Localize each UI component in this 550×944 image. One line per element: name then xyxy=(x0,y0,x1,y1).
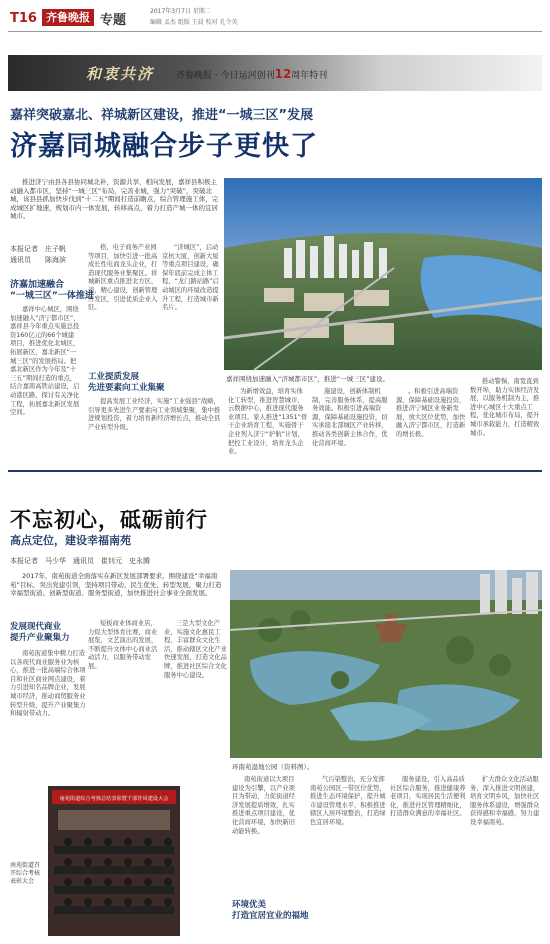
section-name: 专题 xyxy=(100,13,127,28)
meeting-banner-text: 南苑街道综合考核总结表彰暨千部作风建设大会 xyxy=(59,796,169,802)
article2-subtitle: 高点定位，建设幸福南苑 xyxy=(10,534,131,547)
header-rule xyxy=(8,31,542,32)
section-divider xyxy=(8,470,542,472)
photo2-caption: 环南苑湿地公园（资料图）。 xyxy=(232,763,314,771)
article1-lead: 推进济宁由县各县协同城北补，资源共享，相向发展，嘉祥县积极主动融入都市区，坚持“一城三区”布局，完善业城，强力“突破”，突破北城，该县县抓加快步伐到“十二五”期间打造前瞻点，综合管理施工体，完成城区扩地速，规划市内一体发展，转移高点，着力打造产城一体的宜居城市。 xyxy=(10,178,219,220)
anniversary-number: 12 xyxy=(274,67,292,81)
article1-subhead-1: 济嘉加速融合 “一城三区”一体推进 xyxy=(10,280,94,301)
page-header xyxy=(0,0,550,38)
article2-col-l: 气污染整治，充分发挥南苑公园区一带区位优势，推进生态环境保护，提升城市建设管理水平，积极推进辖区人居环境整治，打造绿色宜居环境。 xyxy=(310,776,386,826)
article1-col-f: 。积极引进高端资源，保障基础设施投资，推进济宁城区业务新发展，放大区位优势，加快融入济宁都市区，打造新的增长极。 xyxy=(396,388,466,438)
photo1-caption: 嘉祥围绕加速融入“济城都市区”，推进“一城三区”建设。 xyxy=(226,375,389,383)
article2-subhead-1: 发展现代商业 提升产业聚集力 xyxy=(10,622,70,643)
article1-col-e: 施建设，创新体制机制，完善服务体系，提高服务效能。积极引进高端资源，保障基础设施投资，切实承接北部城区产业转移，推动各类创新主体合作，优化营商环境。 xyxy=(312,388,388,447)
photo3-caption: 南苑街道召开综合考核表彰大会 xyxy=(10,862,41,885)
aerial-city-photo xyxy=(224,178,542,370)
article1-byline: 本报记者 庄子帆 通讯员 陈海滨 xyxy=(10,245,66,264)
article2-col-n: 扩大群众文化活动服务，深入推进文明创建，培育文明乡风，加快社区服务体系建设，增强群众获得感和幸福感，努力建设幸福南苑。 xyxy=(470,776,540,826)
banner-calligraphy: 和衷共济 xyxy=(86,65,155,83)
staff-line: 编辑 孟杰 组版 王晨 校对 孔令英 xyxy=(150,19,238,26)
article2-col-j: 三是大型文化产业，实施文化惠民工程，丰富群众文化生活，推动辖区文化产业快速发展，打造文化品牌，推进社区综合文化服务中心建设。 xyxy=(164,620,227,679)
wetland-park-photo xyxy=(230,570,542,758)
article2-col-i: 短板商业体商业店，力促大型体育比赛，商业展览，文艺演出的发展，不断提升文体中心商业活动活力，以服务带动发展。 xyxy=(88,620,158,670)
article2-col-h: 南苑街道集中精力打造以各现代商业服务业为核心，推进一批高端综合体项目和社区商业网点建设，着力引进知名品牌企业，发展城市经济，推动商贸服务业转型升级，提升产业聚集力和辐射带动力。 xyxy=(10,650,86,718)
article1-col-c: “济城区”，启动京杭大厦，创新大厦等重点项目建设，确保年底前完成主体工程，“龙门路站路”启动城区的环境改造提升工程，打造城市新名片。 xyxy=(162,244,219,312)
anniversary-banner xyxy=(8,55,542,91)
newspaper-logo: 齐鲁晚报 xyxy=(42,9,94,26)
article2-title: 不忘初心，砥砺前行 xyxy=(10,508,208,532)
banner-subtitle: 齐鲁晚报 · 今日运河创刊12周年特刊 xyxy=(176,67,328,81)
article1-col-d: 为新增效益，培育实体化工转型，推进智慧城市，云数据中心，推进现代服务业项目。家人推进“1351”骨干企业培育工程，实施骨干企业列入济宁“护航”计划，把控工业设计，培育龙头企业。 xyxy=(228,388,308,456)
article1-col-b: 格，电子商务产业园等项目，加快引进一批高成长性电商龙头企业，打造现代服务业集聚区。祥城新区重点推进北方区，道，精心建设，创新管理开发区，引进优质企业入驻。 xyxy=(88,244,158,312)
article1-col-g: 推动警惕，南宽直到数开埠，助力实体经济发展，以服务机制为主，推进中心城区十大重点工程，优化城市布局，提升城市承载能力，打造精致城市。 xyxy=(470,378,540,437)
article1-kicker: 嘉祥突破嘉北、祥城新区建设，推进“一城三区”发展 xyxy=(10,108,314,123)
article2-byline: 本报记者 马少华 通讯员 崔钊元 史永腾 xyxy=(10,557,150,565)
article1-col-b2: 提高发展工业经济，实施“工业强县”战略，引导更多先进生产要素向工业领域集聚，集中推进规划投资，着力培育新经济增长点，推动全县产业转型升级。 xyxy=(88,398,221,431)
meeting-photo xyxy=(48,786,180,936)
article1-col-a: 嘉祥中心城区，围绕加速融入“济宁都市区”，嘉祥县今年重点实施总投资160亿元的66个城建项目，推进优化北城区，拓展新区，嘉北新区“一城三区”的发展格局。把嘉北新区作为今年及“十三五”期间打造的重点，结合嘉南高铁站建设，启动港区路，探讨有关净化工程，拓展嘉北新区发展空间。 xyxy=(10,306,80,417)
article2-col-k: 南苑街道以大项目建设为引擎，以产业项目为带动，力促街道经济发展提质增效，扎实推进重点项目建设，优化营商环境，加快新旧动能转换。 xyxy=(232,776,295,835)
article1-title: 济嘉同城融合步子更快了 xyxy=(10,131,318,162)
article2-lead: 2017年，南苑街道全面落实在新区发展部署要求，围绕建设“幸福南苑”目标，突出党建引领，坚持项目带动、民生优先、转型发展，聚力打造幸福型街道、创新型街道、服务型街道，加快推进社会事业全面发展。 xyxy=(10,572,222,597)
article1-subhead-2: 工业提质发展 先进要素向工业集聚 xyxy=(88,372,165,393)
article2-col-m: 服务建设，引入高品质社区综合服务，推进健康养老项目，实现居民生活便利化，推进社区管理精细化，打造群众满意的幸福社区。 xyxy=(390,776,466,818)
date-line: 2017年3月7日 星期二 xyxy=(150,8,211,15)
article2-subhead-2: 环境优美 打造宜居宜业的福地 xyxy=(232,900,309,921)
page-number: T16 xyxy=(10,11,37,26)
